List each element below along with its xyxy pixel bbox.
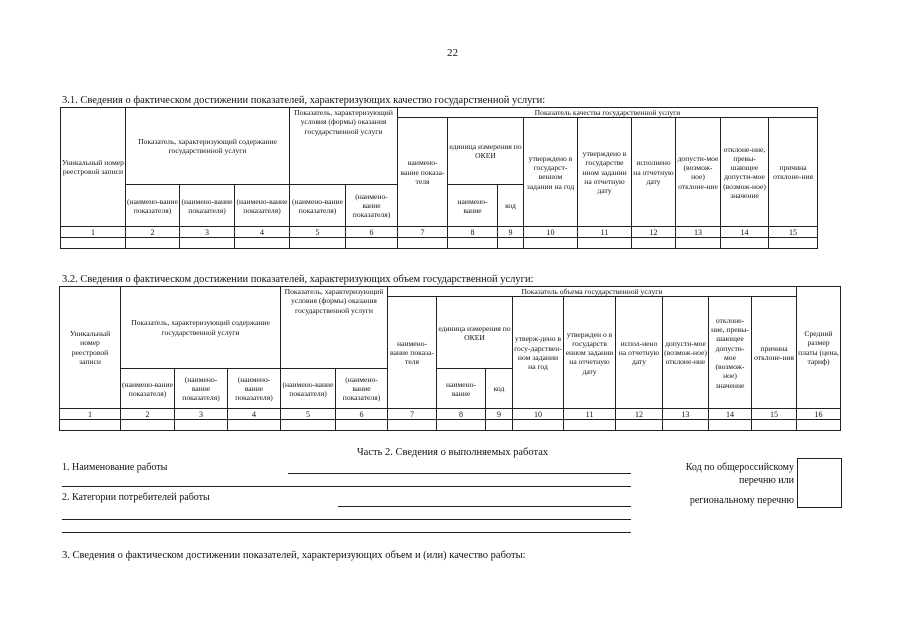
column-number: 3	[175, 409, 228, 420]
sub-indicator-name: (наимено-вание показателя)	[346, 185, 398, 227]
col-approved-year: утверждено в государст-венном задании на год	[524, 118, 578, 227]
column-number: 12	[616, 409, 663, 420]
column-number: 2	[121, 409, 175, 420]
sub-indicator-name: (наимено-вание показателя)	[290, 185, 346, 227]
col-unit: единица измерения по ОКЕИ	[437, 297, 513, 369]
column-number: 6	[346, 227, 398, 238]
column-number: 11	[578, 227, 632, 238]
column-number: 9	[498, 227, 524, 238]
column-number: 7	[388, 409, 437, 420]
col-unit: единица измерения по ОКЕИ	[448, 118, 524, 185]
col-unit-code: код	[486, 369, 513, 409]
code-box[interactable]	[797, 458, 842, 508]
sub-indicator-name: (наимено-вание показателя)	[126, 185, 180, 227]
col-unit-name: наимено-вание	[437, 369, 486, 409]
sub-indicator-name: (наимено-вание показателя)	[235, 185, 290, 227]
col-quality-indicator: Показатель качества государственной услуги	[398, 108, 818, 118]
column-number: 10	[513, 409, 564, 420]
column-number: 2	[126, 227, 180, 238]
column-number: 10	[524, 227, 578, 238]
col-volume-indicator: Показатель объема государственной услуги	[388, 287, 797, 297]
column-number: 3	[180, 227, 235, 238]
col-indicator-name: наимено-вание показа-теля	[388, 297, 437, 409]
column-number: 14	[721, 227, 769, 238]
column-number: 16	[797, 409, 841, 420]
sub-indicator-name: (наимено-вание показателя)	[228, 369, 281, 409]
column-number: 7	[398, 227, 448, 238]
col-conditions-indicator: Показатель, характеризующий условия (формы) оказания государственной услуги	[290, 108, 398, 185]
column-number: 6	[336, 409, 388, 420]
column-number: 11	[564, 409, 616, 420]
consumers-line	[338, 506, 631, 507]
volume-table	[59, 286, 841, 431]
col-allowed-deviation: допусти-мое (возмож-ное) отклоне-ние	[676, 118, 721, 227]
consumers-line	[62, 532, 631, 533]
col-content-indicator: Показатель, характеризующий содержание государственной услуги	[126, 108, 290, 185]
consumers-line	[62, 519, 631, 520]
sub-indicator-name: (наимено-вание показателя)	[121, 369, 175, 409]
col-unique-record: Уникальный номер реестровой записи	[60, 287, 121, 409]
column-number: 1	[61, 227, 126, 238]
col-exceeding-deviation: отклоне-ние, превы-шающее допусти-мое (возмож-ное) значение	[709, 297, 752, 409]
col-approved-date: утвержден о в государств енном задании на отчетную дату	[564, 297, 616, 409]
column-number: 5	[290, 227, 346, 238]
quality-table	[60, 107, 818, 249]
col-reason: причина отклоне-ния	[769, 118, 818, 227]
col-done: испол-нено на отчетную дату	[616, 297, 663, 409]
work-name-line	[288, 473, 631, 474]
section-3-title: 3. Сведения о фактическом достижении показателей, характеризующих объем и (или) качество работы:	[62, 550, 526, 561]
col-exceeding-deviation: отклоне-ние, превы-шающее допусти-мое (возмож-ное) значение	[721, 118, 769, 227]
column-number: 9	[486, 409, 513, 420]
column-number: 15	[752, 409, 797, 420]
section-3-1-title: 3.1. Сведения о фактическом достижении показателей, характеризующих качество государственной услуги:	[62, 95, 546, 106]
consumers-label: 2. Категории потребителей работы	[62, 492, 210, 503]
column-number: 8	[448, 227, 498, 238]
table-row	[60, 420, 841, 431]
table-row	[61, 238, 818, 249]
col-unique-record: Уникальный номер реестровой записи	[61, 108, 126, 227]
sub-indicator-name: (наимено-вание показателя)	[180, 185, 235, 227]
column-number: 15	[769, 227, 818, 238]
col-unit-code: код	[498, 185, 524, 227]
code-label	[600, 461, 794, 487]
column-number: 4	[228, 409, 281, 420]
page-number: 22	[447, 47, 458, 59]
col-conditions-indicator: Показатель, характеризующий условия (формы) оказания государственной услуги	[281, 287, 388, 369]
column-number: 5	[281, 409, 336, 420]
sub-indicator-name: (наимено-вание показателя)	[175, 369, 228, 409]
col-average-price: Средний размер платы (цена, тариф)	[797, 287, 841, 409]
section-3-2-title: 3.2. Сведения о фактическом достижении показателей, характеризующих объем государственной услуги:	[62, 274, 534, 285]
col-indicator-name: наимено-вание показа-теля	[398, 118, 448, 227]
column-number: 12	[632, 227, 676, 238]
col-reason: причина отклоне-ния	[752, 297, 797, 409]
sub-indicator-name: (наимено-вание показателя)	[336, 369, 388, 409]
column-number: 1	[60, 409, 121, 420]
code-label-line: региональному перечню	[689, 495, 794, 506]
part2-title: Часть 2. Сведения о выполняемых работах	[356, 447, 549, 458]
col-approved-year: утверж-дено в госу-дарствен-ном задании на год	[513, 297, 564, 409]
work-name-line	[62, 486, 631, 487]
column-number: 14	[709, 409, 752, 420]
work-name-label: 1. Наименование работы	[62, 462, 168, 473]
code-label-line: перечню или	[738, 475, 794, 486]
column-number: 13	[663, 409, 709, 420]
col-approved-date: утверждено в государстве нном задании на отчетную дату	[578, 118, 632, 227]
col-unit-name: наимено-вание	[448, 185, 498, 227]
code-label-line: Код по общероссийскому	[685, 462, 794, 473]
col-content-indicator: Показатель, характеризующий содержание государственной услуги	[121, 287, 281, 369]
sub-indicator-name: (наимено-вание показателя)	[281, 369, 336, 409]
column-number: 4	[235, 227, 290, 238]
column-number: 13	[676, 227, 721, 238]
col-allowed-deviation: допусти-мое (возмож-ное) отклоне-ние	[663, 297, 709, 409]
col-done: исполнено на отчетную дату	[632, 118, 676, 227]
column-number: 8	[437, 409, 486, 420]
